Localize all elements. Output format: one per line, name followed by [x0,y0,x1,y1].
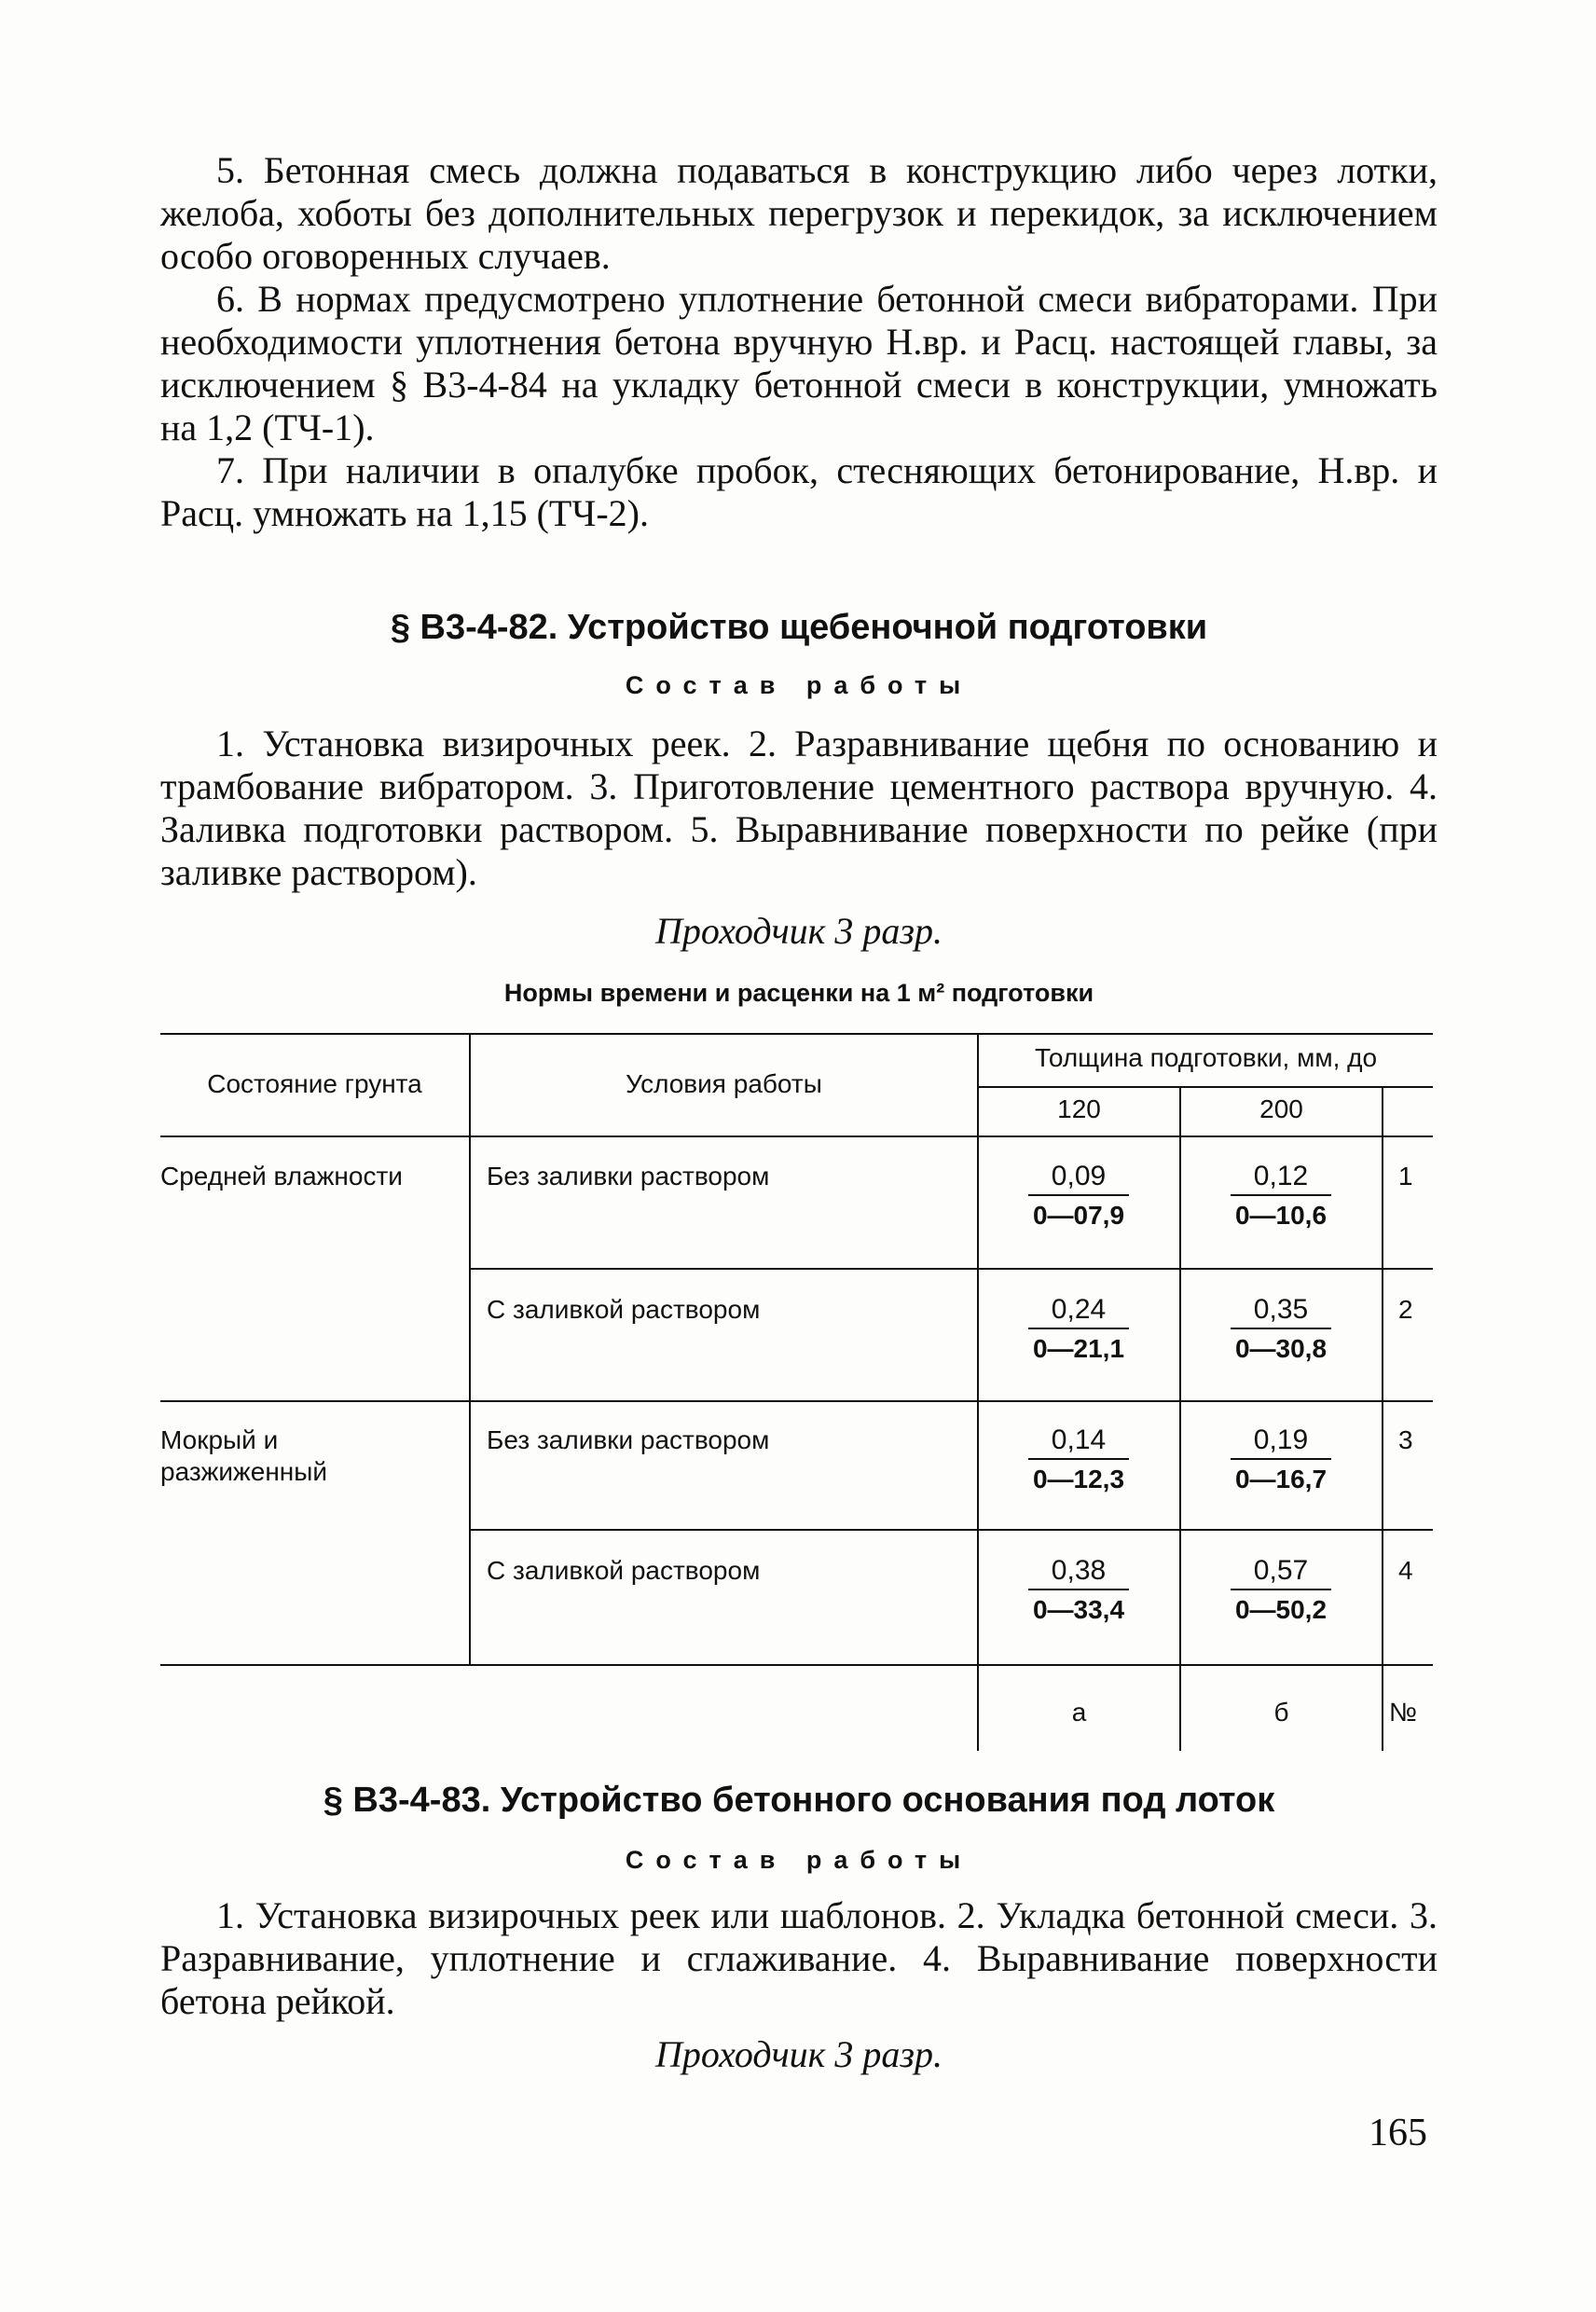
table-row-4-value-a [985,1555,1172,1624]
fraction-bar [1028,1328,1129,1329]
header-work-conditions: Условия работы [626,1069,822,1098]
table-col-rule-4 [1382,1086,1383,1751]
work-composition-text-83: 1. Установка визирочных реек или шаблонов. 2. Укладка бетонной смеси. 3. Разравнивание, уплотнение и сглаживание. 4. Выравнивание поверхности бетона рейкой. [160,1894,1438,2022]
table-row-1-b-time: 0,12 [1253,1161,1309,1191]
table-row-4-b-rate: 0—50,2 [1234,1595,1328,1624]
paragraph-7: 7. При наличии в опалубке пробок, стесняющих бетонирование, Н.вр. и Расц. умножать на 1,15 (ТЧ-2). [160,449,1438,534]
table-row-1-a-rate: 0—07,9 [1032,1201,1125,1230]
table-row-2-a-rate: 0—21,1 [1032,1334,1125,1363]
table-row-2-b-rate: 0—30,8 [1234,1334,1328,1363]
table-row-3-value-a [985,1424,1172,1493]
table-row-1-a-time: 0,09 [1051,1161,1107,1191]
table-row-2-b-time: 0,35 [1253,1294,1309,1325]
header-col-200: 200 [1259,1094,1303,1123]
work-composition-heading-83: Состав работы [625,1846,973,1874]
table-bottom-rule [160,1664,1433,1666]
paragraph-6: 6. В нормах предусмотрено уплотнение бетонной смеси вибраторами. При необходимости уплотнения бетона вручную Н.вр. и Расц. настоящей главы, за исключением § В3-4-84 на укладку бетонной смеси в конструкции, умножать на 1,2 (ТЧ-1). [160,278,1438,448]
table-row-3-b-rate: 0—16,7 [1234,1465,1328,1493]
footer-col-a: а [1071,1698,1087,1727]
fraction-bar [1028,1194,1129,1196]
work-composition-82 [160,722,1438,894]
table-row-1-value-b [1188,1161,1374,1230]
table-col-rule-1 [469,1033,471,1664]
table-row-4-a-rate: 0—33,4 [1032,1595,1125,1624]
table-row-2-value-a [985,1294,1172,1363]
worker-grade-82: Проходчик 3 разр. [655,910,942,952]
header-soil-state: Состояние грунта [207,1069,422,1098]
table-row2-rule [160,1400,1433,1402]
intro-paragraphs [160,149,1438,535]
fraction-bar [1231,1458,1331,1460]
table-row-1-state: Средней влажности [160,1162,403,1190]
work-composition-text-82: 1. Установка визирочных реек. 2. Разравнивание щебня по основанию и трамбование вибратором. 3. Приготовление цементного раствора вручную. 4. Заливка подготовки раствором. 5. Выравнивание поверхности по рейке (при заливке раствором). [160,722,1438,893]
fraction-bar [1028,1458,1129,1460]
footer-col-b: б [1273,1698,1289,1727]
table-header-rule [160,1135,1433,1137]
table-row-4-conditions: С заливкой раствором [487,1556,761,1585]
table-col-rule-3 [1179,1086,1181,1751]
work-composition-heading-82: Состав работы [625,671,973,699]
table-row-3-a-rate: 0—12,3 [1032,1465,1125,1493]
table-row-3-conditions: Без заливки раствором [487,1425,770,1454]
table-top-rule [160,1033,1433,1035]
table-row-3-state: Мокрый и разжиженный [160,1425,328,1486]
table-row-4-a-time: 0,38 [1051,1555,1107,1586]
section-title-82: § В3-4-82. Устройство щебеночной подготовки [390,608,1208,647]
table-row-3-value-b [1188,1424,1374,1493]
table-row-3-number: 3 [1398,1425,1413,1454]
table-caption: Нормы времени и расценки на 1 м² подготовки [503,979,1094,1007]
fraction-bar [1231,1328,1331,1329]
table-row-2-number: 2 [1398,1295,1413,1324]
table-row-3-a-time: 0,14 [1051,1424,1107,1455]
paragraph-5: 5. Бетонная смесь должна подаваться в конструкцию либо через лотки, желоба, хоботы без дополнительных перегрузок и перекидок, за исключением особо оговоренных случаев. [160,149,1438,277]
fraction-bar [1231,1589,1331,1590]
header-thickness: Толщина подготовки, мм, до [1034,1043,1378,1072]
page-number: 165 [1369,2112,1427,2154]
table-row-4-b-time: 0,57 [1253,1555,1309,1586]
table-row-2-conditions: С заливкой раствором [487,1295,761,1324]
section-title-83: § В3-4-83. Устройство бетонного основания под лоток [323,1781,1275,1820]
fraction-bar [1028,1589,1129,1590]
table-row-4-number: 4 [1398,1556,1413,1585]
table-row-1-number: 1 [1398,1162,1413,1190]
fraction-bar [1231,1194,1331,1196]
work-composition-83 [160,1894,1438,2023]
table-row-1-conditions: Без заливки раствором [487,1162,770,1190]
table-col-rule-2 [977,1033,979,1751]
table-row-1-value-a [985,1161,1172,1230]
table-row-2-a-time: 0,24 [1051,1294,1107,1325]
table-row-3-b-time: 0,19 [1253,1424,1309,1455]
header-col-120: 120 [1057,1094,1101,1123]
table-row-1-b-rate: 0—10,6 [1234,1201,1328,1230]
table-row1-rule [471,1268,1433,1270]
table-row-2-value-b [1188,1294,1374,1363]
table-row-4-value-b [1188,1555,1374,1624]
table-subheader-rule [979,1086,1433,1088]
worker-grade-83: Проходчик 3 разр. [655,2033,942,2075]
table-row3-rule [471,1529,1433,1531]
footer-col-number: № [1389,1698,1418,1727]
